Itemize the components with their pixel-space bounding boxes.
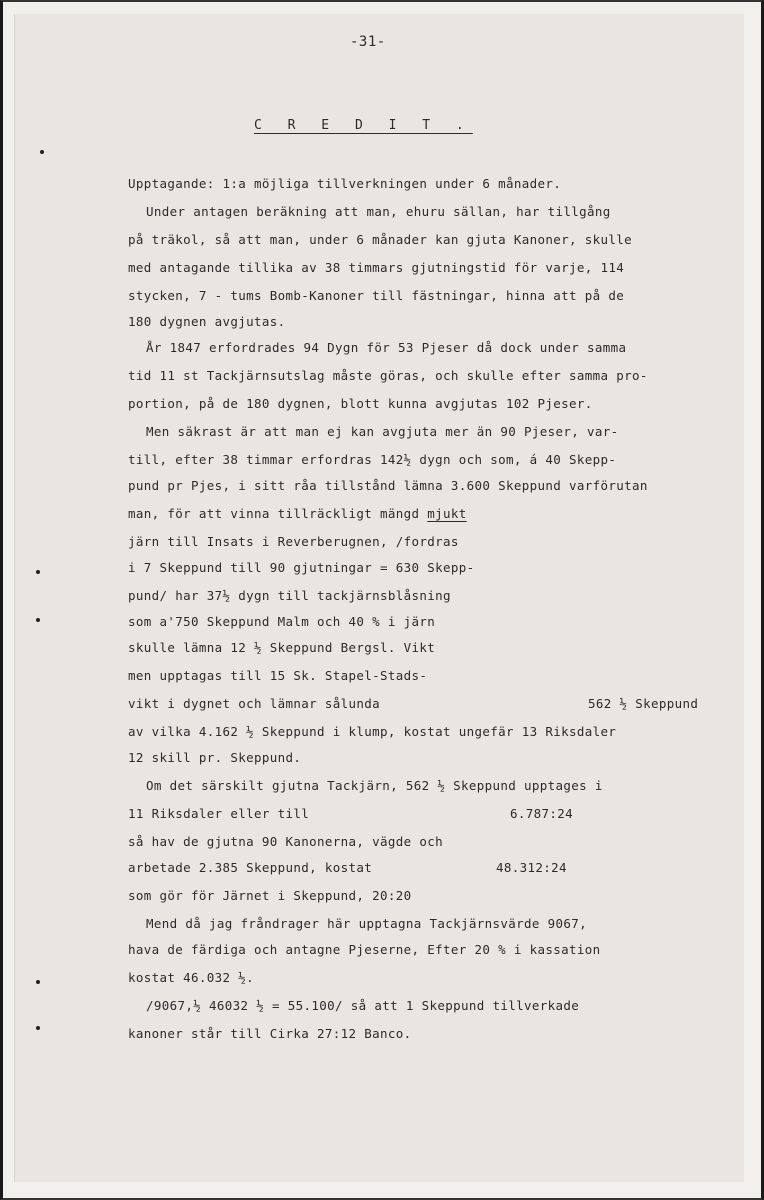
text-line: portion, på de 180 dygnen, blott kunna avgjutas 102 Pjeser. (128, 396, 593, 411)
text-line: så hav de gjutna 90 Kanonerna, vägde och (128, 834, 444, 849)
text-line: vikt i dygnet och lämnar sålunda (128, 696, 381, 711)
section-heading: C R E D I T . (254, 118, 473, 133)
text-line: Upptagande: 1:a möjliga tillverkningen under 6 månader. (128, 176, 562, 191)
underlined-word: mjukt (427, 506, 467, 521)
text-line: 11 Riksdaler eller till (128, 806, 310, 821)
text-line: Om det särskilt gjutna Tackjärn, 562 ½ Skeppund upptages i (146, 778, 603, 793)
text-line: som gör för Järnet i Skeppund, 20:20 (128, 888, 412, 903)
text-line: av vilka 4.162 ½ Skeppund i klump, kostat ungefär 13 Riksdaler (128, 724, 617, 739)
punch-hole-mark (36, 1026, 40, 1030)
text-line: på träkol, så att man, under 6 månader kan gjuta Kanoner, skulle (128, 232, 633, 247)
text-line: pund pr Pjes, i sitt råa tillstånd lämna 3.600 Skeppund varförutan (128, 478, 648, 493)
text-line: arbetade 2.385 Skeppund, kostat (128, 860, 373, 875)
text-line: kostat 46.032 ½. (128, 970, 255, 985)
text-line: tid 11 st Tackjärnsutslag måste göras, och skulle efter samma pro- (128, 368, 648, 383)
skeppund-total: 562 ½ Skeppund (588, 696, 699, 711)
text-line: År 1847 erfordrades 94 Dygn för 53 Pjeser då dock under samma (146, 340, 627, 355)
text-line: som a'750 Skeppund Malm och 40 % i järn (128, 614, 436, 629)
text-line: järn till Insats i Reverberugnen, /fordras (128, 534, 459, 549)
punch-hole-mark (36, 980, 40, 984)
text-line: till, efter 38 timmar erfordras 142½ dygn och som, á 40 Skepp- (128, 452, 617, 467)
text-line: Under antagen beräkning att man, ehuru sällan, har tillgång (146, 204, 611, 219)
text-line: 12 skill pr. Skeppund. (128, 750, 302, 765)
text-line: hava de färdiga och antagne Pjeserne, Efter 20 % i kassation (128, 942, 601, 957)
text-line-part: man, för att vinna tillräckligt mängd (128, 506, 428, 521)
text-line: 180 dygnen avgjutas. (128, 314, 286, 329)
amount-value: 6.787:24 (510, 806, 574, 821)
text-line: Men säkrast är att man ej kan avgjuta mer än 90 Pjeser, var- (146, 424, 619, 439)
page-number: -31- (350, 34, 386, 50)
text-line: med antagande tillika av 38 timmars gjutningstid för varje, 114 (128, 260, 625, 275)
punch-hole-mark (36, 618, 40, 622)
punch-hole-mark (40, 150, 44, 154)
text-line: men upptagas till 15 Sk. Stapel-Stads- (128, 668, 428, 683)
amount-value: 48.312:24 (496, 860, 567, 875)
text-line: pund/ har 37½ dygn till tackjärnsblåsning (128, 588, 451, 603)
punch-hole-mark (36, 570, 40, 574)
text-line: stycken, 7 - tums Bomb-Kanoner till fästningar, hinna att på de (128, 288, 625, 303)
text-line (128, 506, 467, 521)
text-line: /9067,½ 46032 ½ = 55.100/ så att 1 Skeppund tillverkade (146, 998, 580, 1013)
text-line: skulle lämna 12 ½ Skeppund Bergsl. Vikt (128, 640, 436, 655)
text-line: kanoner står till Cirka 27:12 Banco. (128, 1026, 412, 1041)
text-line: i 7 Skeppund till 90 gjutningar = 630 Skepp- (128, 560, 475, 575)
text-line: Mend då jag fråndrager här upptagna Tackjärnsvärde 9067, (146, 916, 588, 931)
